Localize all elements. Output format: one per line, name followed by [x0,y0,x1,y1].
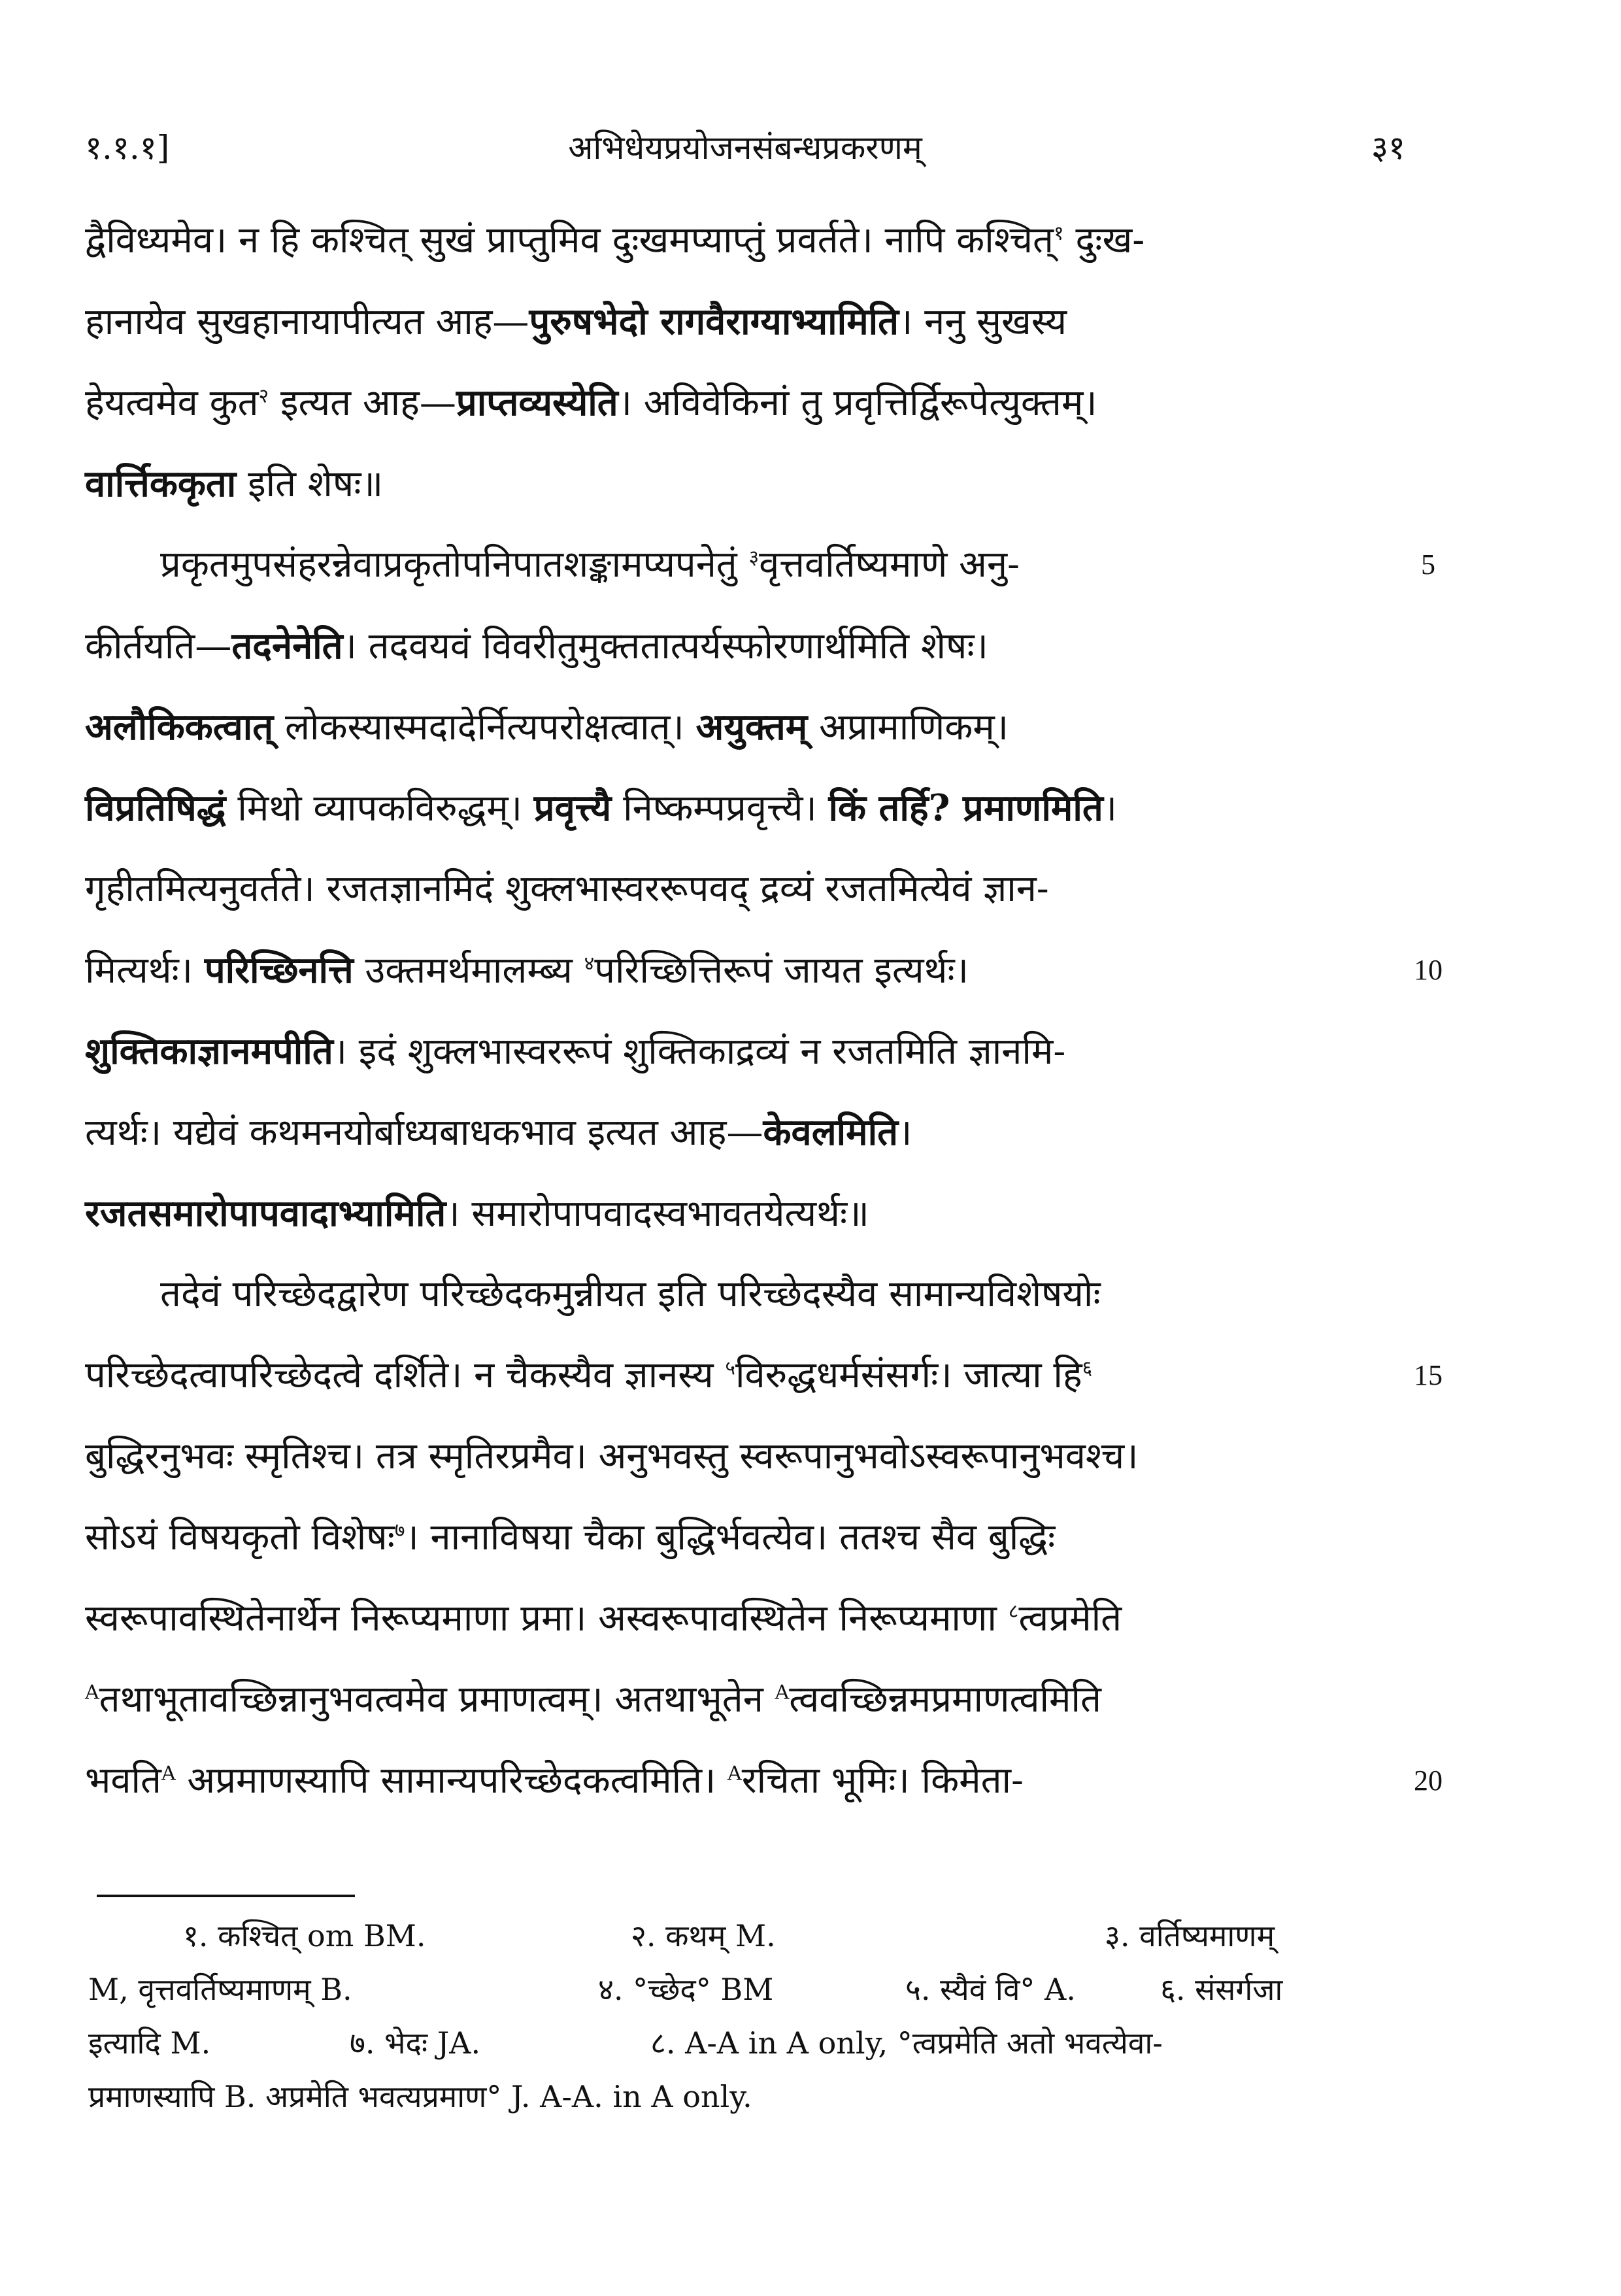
text-segment: स्वरूपावस्थितेनार्थेन निरूप्यमाणा प्रमा। अस्वरूपावस्थितेन निरूप्यमाणा [85,1597,1009,1640]
text-line [85,1586,1314,1667]
text-segment: प्रकृतमुपसंहरन्नेवाप्रकृतोपनिपातशङ्कामप्यपनेतुं [160,543,749,586]
text-segment: । नानाविषया चैका बुद्धिर्भवत्येव। ततश्च सैव बुद्धिः [405,1516,1056,1559]
text-segment: इत्यत आह— [269,382,456,424]
footnotes [88,1909,1317,2123]
text-line [85,1343,1443,1424]
text-line [85,1424,1314,1505]
pratika-bold: किं तर्हि? प्रमाणमिति [828,786,1103,830]
text-line [85,370,1314,451]
text-line [85,1505,1314,1586]
text-segment: परिच्छेदत्वापरिच्छेदत्वे दर्शिते। न चैकस्यैव ज्ञानस्य [85,1354,726,1396]
text-segment: । [1103,787,1117,830]
footnote-marker: २ [258,384,269,408]
text-line [85,937,1443,1019]
footnote-marker: ७ [394,1519,405,1542]
pratika-bold: अलौकिकत्वात् [85,705,274,749]
text-segment: तदेवं परिच्छेदद्वारेण परिच्छेदकमुन्नीयत इति परिच्छेदस्यैव सामान्यविशेषयोः [160,1273,1101,1315]
pratika-bold: विप्रतिषिद्धं [85,786,226,830]
footnote-entry: ७. भेदः JA. [350,2025,481,2061]
text-segment: । अविवेकिनां तु प्रवृत्तिर्द्विरूपेत्युक्तम्। [618,382,1097,424]
text-segment: द्वैविध्यमेव। न हि कश्चित् सुखं प्राप्तुमिव दुःखमप्याप्तुं प्रवर्तते। नापि कश्चित् [85,219,1054,262]
pratika-bold: पुरुषभेदो रागवैराग्याभ्यामिति [529,300,899,343]
text-segment: । [898,1111,912,1154]
text-segment: रचिता भूमिः। किमेता- [741,1759,1024,1802]
text-segment: । समारोपापवादस्वभावतयेत्यर्थः॥ [446,1192,869,1235]
text-segment: त्ववच्छिन्नमप्रमाणत्वमिति [789,1678,1101,1721]
chapter-title: अभिधेयप्रयोजनसंबन्धप्रकरणम् [568,129,922,167]
footnote-entry: प्रमाणस्यापि B. अप्रमेति भवत्यप्रमाण° J. A-A. in A only. [88,2079,752,2114]
footnote-entry: ५. स्यैवं वि° A. [905,1972,1076,2007]
text-segment: । इदं शुक्लभास्वररूपं शुक्तिकाद्रव्यं न रजतमिति ज्ञानमि- [333,1030,1066,1073]
text-segment: उक्तमर्थमालम्ब्य [353,949,584,992]
text-segment: अप्रमाणस्यापि सामान्यपरिच्छेदकत्वमिति। [175,1759,728,1802]
pratika-bold: केवलमिति [763,1111,899,1154]
pratika-bold: शुक्तिकाज्ञानमपीति [85,1030,333,1073]
text-segment: अप्रामाणिकम्। [807,706,1009,749]
footnote-entry: ८. A-A in A only, °त्वप्रमेति अतो भवत्येवा- [650,2025,1163,2061]
text-line [85,208,1314,289]
section-number: १.१.१] [85,129,170,167]
footnote-line [88,1963,1317,2016]
footnote-marker: ४ [584,952,595,975]
text-segment: त्यर्थः। यद्येवं कथमनयोर्बाध्यबाधकभाव इत्यत आह— [85,1111,763,1154]
text-segment: कीर्तयति— [85,625,232,667]
footnote-line [88,2016,1317,2070]
text-segment: निष्कम्पप्रवृत्त्यै। [611,787,829,830]
footnote-line [88,2070,1317,2123]
line-number: 15 [1414,1359,1443,1391]
footnote-entry: २. कथम् M. [631,1918,776,1953]
pratika-bold: रजतसमारोपापवादाभ्यामिति [85,1192,446,1235]
text-line [85,856,1314,937]
text-segment: त्वप्रमेति [1018,1597,1122,1640]
text-segment: इति शेषः॥ [236,463,384,505]
text-line [85,775,1314,856]
text-line [85,1667,1314,1748]
text-segment: विरुद्धधर्मसंसर्गः। जात्या हि [735,1354,1082,1396]
text-segment: । ननु सुखस्य [899,301,1067,343]
line-number: 5 [1421,549,1435,581]
footnote-entry: M, वृत्तवर्तिष्यमाणम् B. [88,1972,352,2007]
pratika-bold: अयुक्तम् [695,705,808,749]
text-segment: लोकस्यास्मदादेर्नित्यपरोक्षत्वात्। [273,706,696,749]
text-segment: । तदवयवं विवरीतुमुक्ततात्पर्यस्फोरणार्थमिति शेषः। [343,625,988,667]
pratika-bold: वार्त्तिककृता [85,462,237,505]
text-segment: हानायेव सुखहानायापीत्यत आह— [85,301,529,343]
text-line [85,613,1314,694]
running-header [85,124,1405,177]
text-line [85,532,1435,613]
pratika-bold: प्राप्तव्यस्येति [456,381,618,424]
footnote-marker: ८ [1008,1600,1019,1623]
line-number: 10 [1414,954,1443,986]
footnote-marker: १ [1053,222,1064,245]
text-segment: दुःख- [1063,219,1145,262]
main-text [85,208,1443,1829]
text-line [85,289,1314,370]
text-line [85,1262,1314,1343]
footnote-marker: A [727,1762,742,1785]
footnote-entry: १. कश्चित् om BM. [183,1918,426,1953]
pratika-bold: परिच्छिनत्ति [204,949,354,992]
footnote-entry: ४. °च्छेद° BM [598,1972,774,2007]
footnote-marker: A [161,1762,176,1785]
text-line [85,1181,1314,1262]
text-segment: मित्यर्थः। [85,949,205,992]
text-line [85,1748,1443,1829]
text-line [85,1019,1314,1100]
text-segment: वृत्तवर्तिष्यमाणे अनु- [759,543,1020,586]
pratika-bold: प्रवृत्त्यै [533,786,612,830]
text-segment: तथाभूतावच्छिन्नानुभवत्वमेव प्रमाणत्वम्। अतथाभूतेन [99,1678,775,1721]
footnote-marker: A [85,1681,99,1704]
text-line [85,451,1314,532]
text-segment: सोऽयं विषयकृतो विशेषः [85,1516,395,1559]
pratika-bold: तदनेनेति [231,624,343,667]
text-line [85,694,1314,775]
footnote-marker: ५ [725,1357,735,1380]
footnote-marker: A [775,1681,790,1704]
text-segment: गृहीतमित्यनुवर्तते। रजतज्ञानमिदं शुक्लभास्वररूपवद् द्रव्यं रजतमित्येवं ज्ञान- [85,868,1049,910]
text-segment: भवति [85,1759,161,1802]
line-number: 20 [1414,1764,1443,1797]
footnote-marker: ३ [748,546,760,569]
footnote-marker: ६ [1082,1357,1093,1380]
footnote-line [88,1909,1317,1963]
footnote-entry: ६. संसर्गजा [1160,1972,1283,2007]
footnote-separator [97,1895,355,1897]
footnote-entry: इत्यादि M. [88,2025,211,2061]
text-segment: मिथो व्यापकविरुद्धम्। [226,787,534,830]
text-segment: परिच्छित्तिरूपं जायत इत्यर्थः। [594,949,969,992]
page-number: ३१ [1371,129,1405,167]
text-segment: हेयत्वमेव कुत [85,382,259,424]
footnote-entry: ३. वर्तिष्यमाणम् [1105,1918,1275,1953]
text-line [85,1100,1314,1181]
text-segment: बुद्धिरनुभवः स्मृतिश्च। तत्र स्मृतिरप्रमैव। अनुभवस्तु स्वरूपानुभवोऽस्वरूपानुभवश्च। [85,1435,1139,1477]
